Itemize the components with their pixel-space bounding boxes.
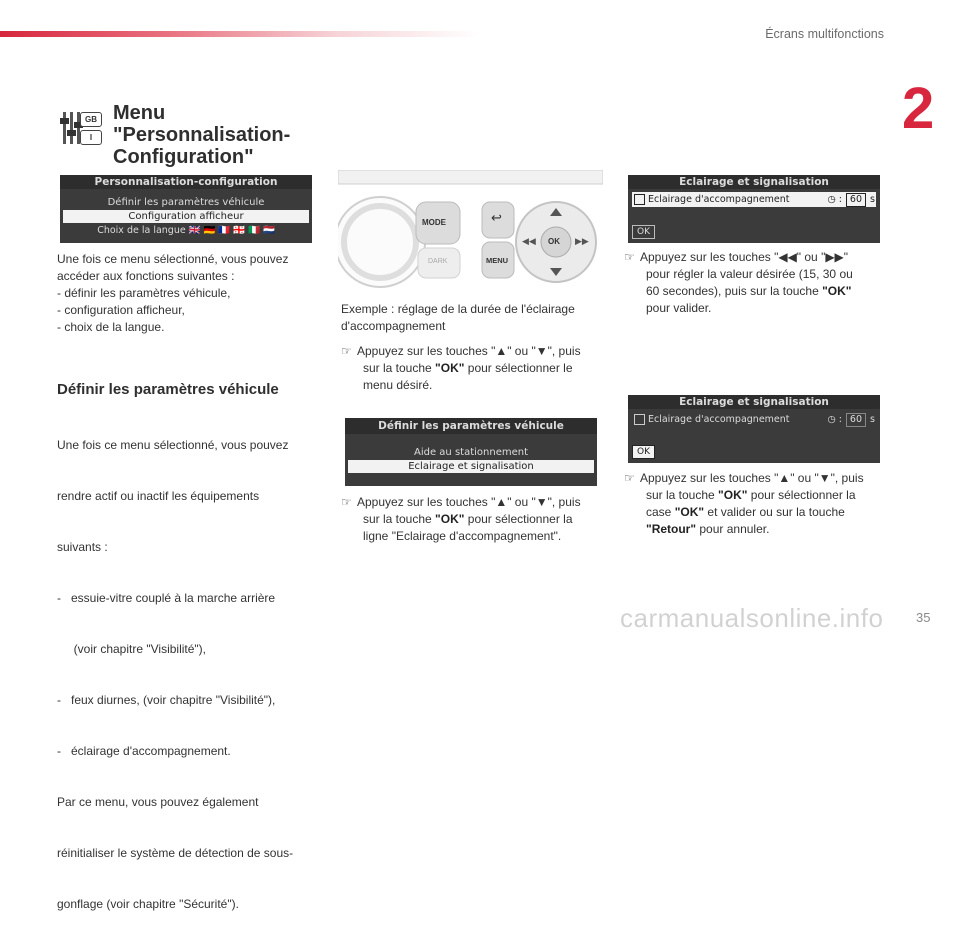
- ok-box-selected[interactable]: OK: [632, 445, 655, 459]
- text-part: pour sélectionner la: [747, 488, 856, 502]
- list-item: - éclairage d'accompagnement.: [57, 744, 231, 758]
- arrow-bullet-icon: ☞: [624, 471, 635, 485]
- text-part: pour sélectionner le: [464, 361, 573, 375]
- list-item: - choix de la langue.: [57, 320, 165, 334]
- checkbox-icon: [634, 414, 645, 425]
- dark-button[interactable]: DARK: [428, 258, 448, 265]
- text-line: Une fois ce menu sélectionné, vous pouvez: [57, 252, 289, 266]
- step-2: [341, 494, 606, 545]
- row-label: Eclairage d'accompagnement: [648, 194, 790, 205]
- display-item: Choix de la langue 🇬🇧 🇩🇪 🇫🇷 🇬🇪 🇮🇹 🇳🇱: [97, 225, 275, 236]
- text-line: rendre actif ou inactif les équipements: [57, 489, 260, 503]
- arrow-bullet-icon: ☞: [624, 250, 635, 264]
- text-line: ligne "Eclairage d'accompagnement".: [363, 529, 562, 543]
- text-line: menu désiré.: [363, 378, 433, 392]
- duration-value: 60: [846, 193, 866, 207]
- arrow-bullet-icon: ☞: [341, 495, 352, 509]
- header-color-bar: [0, 31, 480, 37]
- display-item-selected: Eclairage et signalisation: [348, 460, 594, 473]
- text-line: gonflage (voir chapitre "Sécurité").: [57, 897, 239, 911]
- unit-label: s: [870, 194, 875, 205]
- text-part: et valider ou sur la touche: [704, 505, 845, 519]
- menu-title: [113, 102, 313, 168]
- ok-key-label: "OK": [674, 505, 705, 519]
- display-title: Personnalisation-configuration: [60, 175, 312, 189]
- section-title: Écrans multifonctions: [765, 27, 884, 41]
- unit-label: s: [870, 414, 875, 425]
- display-lighting-selected: [628, 175, 880, 243]
- text-line: Par ce menu, vous pouvez également: [57, 795, 259, 809]
- list-item: - configuration afficheur,: [57, 303, 185, 317]
- list-item: - feux diurnes, (voir chapitre "Visibilité"),: [57, 693, 276, 707]
- display-item-selected: Configuration afficheur: [63, 210, 309, 223]
- mode-button[interactable]: MODE: [422, 218, 446, 227]
- control-panel-illustration: [338, 170, 603, 290]
- text-line: accéder aux fonctions suivantes :: [57, 269, 235, 283]
- text-line: Appuyez sur les touches "▲" ou "▼", puis: [357, 495, 581, 509]
- text-line: Appuyez sur les touches "▲" ou "▼", puis: [357, 344, 581, 358]
- text-part: sur la touche: [363, 361, 436, 375]
- menu-button[interactable]: MENU: [486, 256, 509, 265]
- watermark: carmanualsonline.info: [620, 603, 884, 633]
- gb-label: GB: [85, 115, 97, 124]
- ok-button[interactable]: OK: [548, 237, 560, 246]
- display-item: Définir les paramètres véhicule: [107, 197, 265, 208]
- ok-key-label: "OK": [718, 488, 748, 502]
- text-part: sur la touche: [646, 488, 719, 502]
- ok-box[interactable]: OK: [632, 225, 655, 239]
- display-vehicle-params: [345, 418, 597, 486]
- menu-title-line3: Configuration": [113, 146, 254, 168]
- retour-key-label: "Retour": [646, 522, 697, 536]
- checkbox-icon: [634, 194, 645, 205]
- duration-value: 60: [846, 413, 866, 427]
- example-caption: [341, 301, 606, 335]
- ok-key-label: "OK": [435, 512, 465, 526]
- text-line: Appuyez sur les touches "◀◀" ou "▶▶": [640, 250, 849, 264]
- text-line: pour régler la valeur désirée (15, 30 ou: [646, 267, 853, 281]
- vehicle-params-paragraph: [57, 403, 319, 930]
- list-item: - définir les paramètres véhicule,: [57, 286, 231, 300]
- text-line: d'accompagnement: [341, 319, 446, 333]
- menu-title-line2: "Personnalisation-: [113, 124, 291, 146]
- chapter-number: 2: [902, 76, 935, 141]
- text-line: Une fois ce menu sélectionné, vous pouvez: [57, 438, 289, 452]
- step-3: [624, 249, 894, 317]
- rewind-icon: ◀◀: [522, 236, 536, 246]
- flag-gb-badge: [80, 112, 102, 127]
- text-part: sur la touche: [363, 512, 436, 526]
- text-line: suivants :: [57, 540, 108, 554]
- back-button[interactable]: ↩: [491, 210, 502, 225]
- i-label: I: [89, 133, 93, 142]
- forward-icon: ▶▶: [575, 236, 589, 246]
- text-line: Appuyez sur les touches "▲" ou "▼", puis: [640, 471, 864, 485]
- text-part: case: [646, 505, 675, 519]
- display-personnalisation: [60, 175, 312, 243]
- flag-i-badge: [80, 130, 102, 145]
- text-line: Exemple : réglage de la durée de l'éclairage: [341, 302, 575, 316]
- clock-icon: ◷ :: [827, 194, 842, 205]
- step-4: [624, 470, 894, 538]
- text-part: pour annuler.: [696, 522, 770, 536]
- step-1: [341, 343, 606, 394]
- arrow-bullet-icon: ☞: [341, 344, 352, 358]
- list-item: - essuie-vitre couplé à la marche arrière: [57, 591, 276, 605]
- text-line: pour valider.: [646, 301, 712, 315]
- page-number: 35: [916, 610, 931, 625]
- display-lighting-ok: [628, 395, 880, 463]
- clock-icon: ◷ :: [827, 414, 842, 425]
- row-label: Eclairage d'accompagnement: [648, 414, 790, 425]
- menu-title-line1: Menu: [113, 102, 166, 124]
- text-line: réinitialiser le système de détection de sous-: [57, 846, 294, 860]
- display-row: [632, 412, 876, 427]
- display-title: Définir les paramètres véhicule: [345, 418, 597, 434]
- ok-key-label: "OK": [435, 361, 465, 375]
- display-title: Eclairage et signalisation: [628, 175, 880, 189]
- intro-paragraph: [57, 251, 317, 336]
- display-title: Eclairage et signalisation: [628, 395, 880, 409]
- display-row-selected: [632, 192, 876, 207]
- section-heading: Définir les paramètres véhicule: [57, 381, 279, 398]
- text-part: pour sélectionner la: [464, 512, 573, 526]
- ok-key-label: "OK": [822, 284, 852, 298]
- list-item: (voir chapitre "Visibilité"),: [57, 642, 207, 656]
- text-part: 60 secondes), puis sur la touche: [646, 284, 823, 298]
- display-item: Aide au stationnement: [414, 447, 528, 458]
